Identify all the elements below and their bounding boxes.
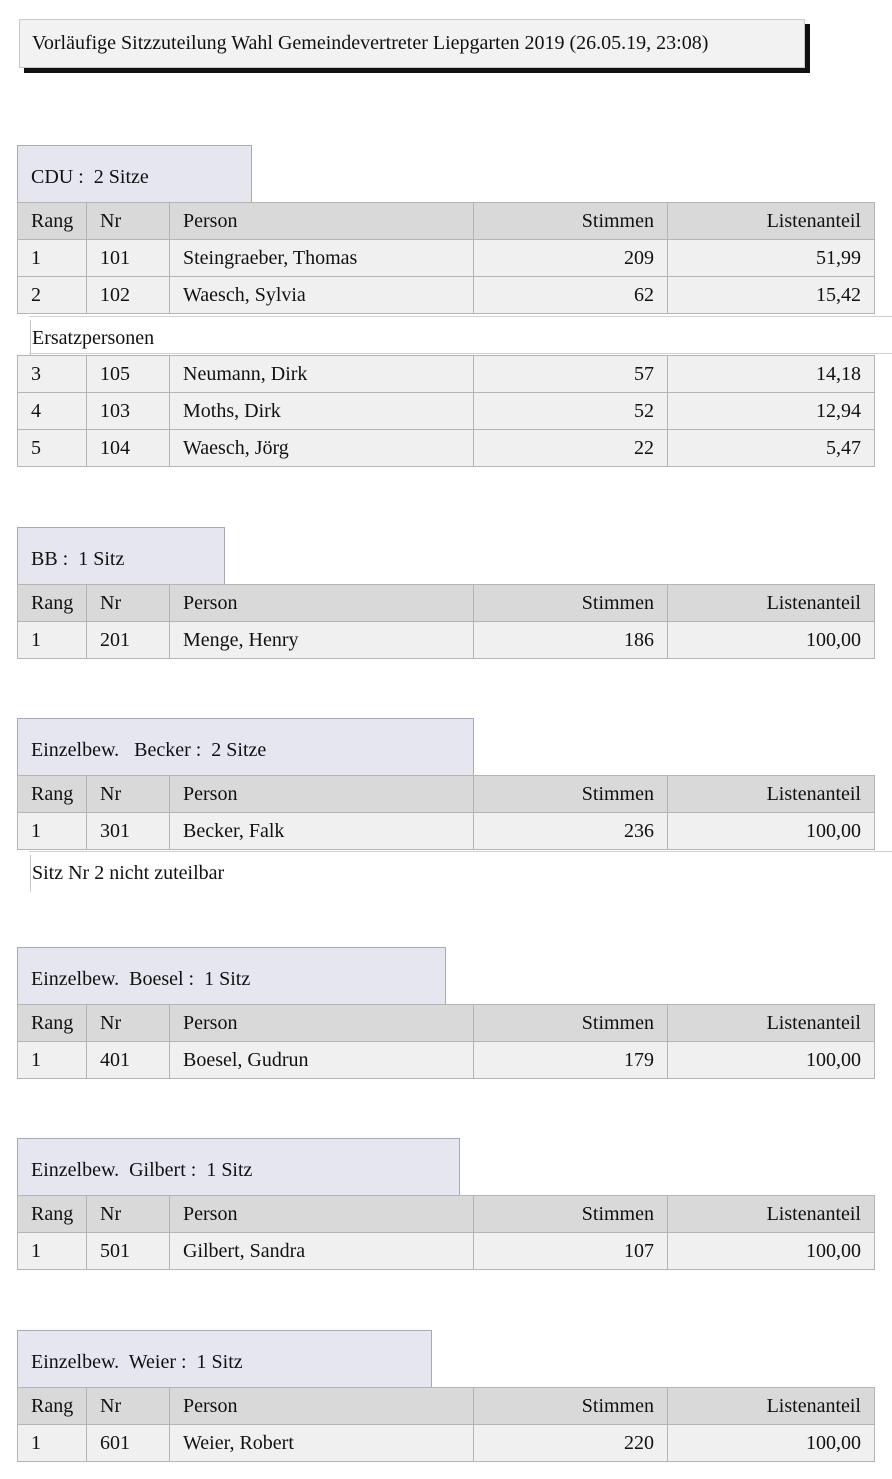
col-header-person: Person xyxy=(170,585,474,622)
party-table-becker xyxy=(17,775,875,850)
cell-listenanteil: 100,00 xyxy=(668,622,875,659)
cell-stimmen: 209 xyxy=(474,240,668,277)
col-header-stimmen: Stimmen xyxy=(474,1388,668,1425)
party-header-cdu: CDU : 2 Sitze xyxy=(17,145,252,203)
cell-rang: 1 xyxy=(18,1042,87,1079)
cell-nr: 103 xyxy=(87,393,170,430)
cell-rang: 2 xyxy=(18,277,87,314)
seat-note: Sitz Nr 2 nicht zuteilbar xyxy=(30,855,224,892)
cell-person: Neumann, Dirk xyxy=(170,356,474,393)
col-header-nr: Nr xyxy=(87,1388,170,1425)
cell-listenanteil: 100,00 xyxy=(668,1042,875,1079)
cell-listenanteil: 12,94 xyxy=(668,393,875,430)
substitutes-table-cdu xyxy=(17,355,875,467)
table-row xyxy=(18,1233,875,1270)
cell-nr: 301 xyxy=(87,813,170,850)
cell-person: Boesel, Gudrun xyxy=(170,1042,474,1079)
cell-rang: 5 xyxy=(18,430,87,467)
col-header-listenanteil: Listenanteil xyxy=(668,1196,875,1233)
party-header-gilbert: Einzelbew. Gilbert : 1 Sitz xyxy=(17,1138,460,1196)
cell-nr: 102 xyxy=(87,277,170,314)
party-header-bb: BB : 1 Sitz xyxy=(17,527,225,585)
cell-listenanteil: 15,42 xyxy=(668,277,875,314)
col-header-listenanteil: Listenanteil xyxy=(668,1388,875,1425)
cell-stimmen: 107 xyxy=(474,1233,668,1270)
cell-rang: 4 xyxy=(18,393,87,430)
cell-stimmen: 52 xyxy=(474,393,668,430)
cell-stimmen: 236 xyxy=(474,813,668,850)
cell-stimmen: 179 xyxy=(474,1042,668,1079)
party-header-weier: Einzelbew. Weier : 1 Sitz xyxy=(17,1330,432,1388)
table-header-row xyxy=(18,1005,875,1042)
table-row xyxy=(18,622,875,659)
table-row xyxy=(18,1042,875,1079)
cell-person: Becker, Falk xyxy=(170,813,474,850)
party-table-bb xyxy=(17,584,875,659)
col-header-stimmen: Stimmen xyxy=(474,203,668,240)
table-header-row xyxy=(18,1388,875,1425)
substitutes-label: Ersatzpersonen xyxy=(30,320,154,357)
cell-rang: 3 xyxy=(18,356,87,393)
party-header-becker: Einzelbew. Becker : 2 Sitze xyxy=(17,718,474,776)
cell-rang: 1 xyxy=(18,1425,87,1462)
col-header-stimmen: Stimmen xyxy=(474,1196,668,1233)
party-table-weier xyxy=(17,1387,875,1462)
col-header-listenanteil: Listenanteil xyxy=(668,1005,875,1042)
col-header-nr: Nr xyxy=(87,1196,170,1233)
table-row xyxy=(18,356,875,393)
cell-rang: 1 xyxy=(18,622,87,659)
cell-nr: 501 xyxy=(87,1233,170,1270)
cell-person: Gilbert, Sandra xyxy=(170,1233,474,1270)
cell-listenanteil: 100,00 xyxy=(668,813,875,850)
col-header-listenanteil: Listenanteil xyxy=(668,585,875,622)
cell-stimmen: 57 xyxy=(474,356,668,393)
col-header-person: Person xyxy=(170,776,474,813)
col-header-person: Person xyxy=(170,203,474,240)
table-header-row xyxy=(18,1196,875,1233)
col-header-rang: Rang xyxy=(18,1196,87,1233)
cell-listenanteil: 14,18 xyxy=(668,356,875,393)
cell-person: Steingraeber, Thomas xyxy=(170,240,474,277)
note-band xyxy=(29,316,892,354)
cell-nr: 104 xyxy=(87,430,170,467)
col-header-nr: Nr xyxy=(87,1005,170,1042)
table-row xyxy=(18,430,875,467)
col-header-rang: Rang xyxy=(18,776,87,813)
col-header-rang: Rang xyxy=(18,585,87,622)
page-title: Vorläufige Sitzzuteilung Wahl Gemeindevertreter Liepgarten 2019 (26.05.19, 23:08) xyxy=(19,19,805,68)
col-header-rang: Rang xyxy=(18,1005,87,1042)
table-header-row xyxy=(18,585,875,622)
cell-stimmen: 22 xyxy=(474,430,668,467)
cell-listenanteil: 5,47 xyxy=(668,430,875,467)
cell-stimmen: 186 xyxy=(474,622,668,659)
col-header-rang: Rang xyxy=(18,203,87,240)
col-header-person: Person xyxy=(170,1388,474,1425)
col-header-stimmen: Stimmen xyxy=(474,1005,668,1042)
col-header-person: Person xyxy=(170,1005,474,1042)
col-header-nr: Nr xyxy=(87,203,170,240)
table-header-row xyxy=(18,203,875,240)
cell-person: Menge, Henry xyxy=(170,622,474,659)
table-header-row xyxy=(18,776,875,813)
cell-listenanteil: 100,00 xyxy=(668,1425,875,1462)
col-header-rang: Rang xyxy=(18,1388,87,1425)
col-header-nr: Nr xyxy=(87,776,170,813)
col-header-listenanteil: Listenanteil xyxy=(668,203,875,240)
table-row xyxy=(18,240,875,277)
cell-listenanteil: 100,00 xyxy=(668,1233,875,1270)
cell-rang: 1 xyxy=(18,813,87,850)
table-row xyxy=(18,277,875,314)
cell-nr: 201 xyxy=(87,622,170,659)
party-table-gilbert xyxy=(17,1195,875,1270)
cell-stimmen: 220 xyxy=(474,1425,668,1462)
cell-nr: 401 xyxy=(87,1042,170,1079)
cell-person: Weier, Robert xyxy=(170,1425,474,1462)
table-row xyxy=(18,813,875,850)
table-row xyxy=(18,1425,875,1462)
col-header-stimmen: Stimmen xyxy=(474,585,668,622)
party-table-cdu xyxy=(17,202,875,314)
cell-person: Waesch, Sylvia xyxy=(170,277,474,314)
col-header-listenanteil: Listenanteil xyxy=(668,776,875,813)
cell-rang: 1 xyxy=(18,240,87,277)
cell-person: Moths, Dirk xyxy=(170,393,474,430)
cell-nr: 101 xyxy=(87,240,170,277)
cell-nr: 105 xyxy=(87,356,170,393)
cell-nr: 601 xyxy=(87,1425,170,1462)
table-row xyxy=(18,393,875,430)
col-header-stimmen: Stimmen xyxy=(474,776,668,813)
party-header-boesel: Einzelbew. Boesel : 1 Sitz xyxy=(17,947,446,1005)
cell-stimmen: 62 xyxy=(474,277,668,314)
col-header-nr: Nr xyxy=(87,585,170,622)
col-header-person: Person xyxy=(170,1196,474,1233)
cell-person: Waesch, Jörg xyxy=(170,430,474,467)
cell-rang: 1 xyxy=(18,1233,87,1270)
party-table-boesel xyxy=(17,1004,875,1079)
cell-listenanteil: 51,99 xyxy=(668,240,875,277)
